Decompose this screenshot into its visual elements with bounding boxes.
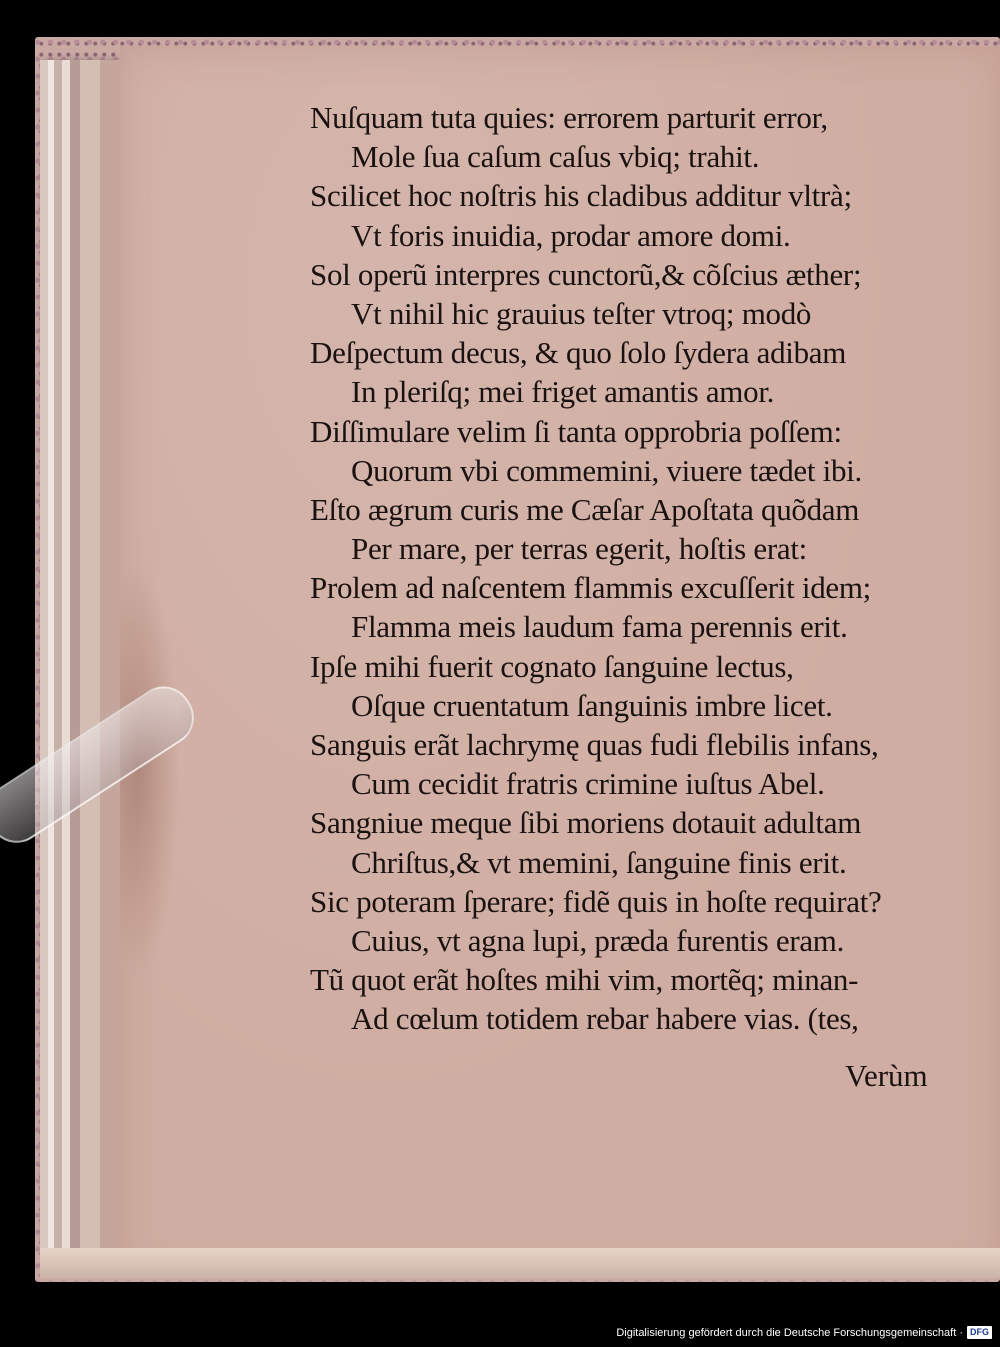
poem-line: Eſto ægrum curis me Cæſar Apoſtata quõdam <box>310 491 860 527</box>
footer-credit <box>616 1326 992 1339</box>
poem-line: Cum cecidit fratris crimine iuſtus Abel. <box>351 766 825 802</box>
poem-line: Oſque cruentatum ſanguinis imbre licet. <box>351 687 833 723</box>
poem-line: Quorum vbi commemini, viuere tædet ibi. <box>351 452 862 488</box>
poem-line: Sangniue meque ſibi moriens dotauit adultam <box>310 805 862 841</box>
poem-line: Nuſquam tuta quies: errorem parturit error, <box>310 100 828 135</box>
poem-line: Scilicet hoc noſtris his cladibus additur vltrà; <box>310 178 852 214</box>
page-edges <box>40 60 122 1248</box>
poem-line: Deſpectum decus, & quo ſolo ſydera adibam <box>310 335 847 371</box>
poem-line: Cuius, vt agna lupi, præda furentis eram. <box>351 922 845 958</box>
poem-line: Tũ quot erãt hoſtes mihi vim, mortẽq; minan- <box>310 962 859 998</box>
catchword: Verùm <box>845 1058 928 1093</box>
footer-text: Digitalisierung gefördert durch die Deutsche Forschungsgemeinschaft · <box>616 1326 963 1339</box>
poem-line: Sanguis erãt lachrymę quas fudi flebilis infans, <box>310 727 879 762</box>
poem-line: Mole ſua caſum caſus vbiq; trahit. <box>351 139 760 175</box>
poem-line: Chriſtus,& vt memini, ſanguine finis erit. <box>351 844 847 880</box>
poem-line: Ad cœlum totidem rebar habere vias. (tes, <box>351 1001 859 1037</box>
poem-line: Ipſe mihi fuerit cognato ſanguine lectus, <box>310 648 794 684</box>
poem-line: Vt nihil hic grauius teſter vtroq; modò <box>351 295 812 331</box>
page-bottom-edge <box>40 1248 1000 1278</box>
poem-text <box>310 98 970 1039</box>
poem-line: Flamma meis laudum fama perennis erit. <box>351 609 848 645</box>
poem-line: In pleriſq; mei friget amantis amor. <box>351 374 775 410</box>
poem-line: Sic poteram ſperare; fidẽ quis in hoſte requirat? <box>310 883 882 919</box>
dfg-logo[interactable]: DFG <box>967 1326 992 1339</box>
poem-line: Prolem ad naſcentem flammis excuſſerit idem; <box>310 570 871 606</box>
poem-line: Diſſimulare velim ſi tanta opprobria poſſem: <box>310 413 842 449</box>
poem-line: Per mare, per terras egerit, hoſtis erat: <box>351 531 807 567</box>
poem-line: Vt foris inuidia, prodar amore domi. <box>351 217 791 253</box>
poem-line: Sol operũ interpres cunctorũ,& cõſcius æther; <box>310 256 862 292</box>
